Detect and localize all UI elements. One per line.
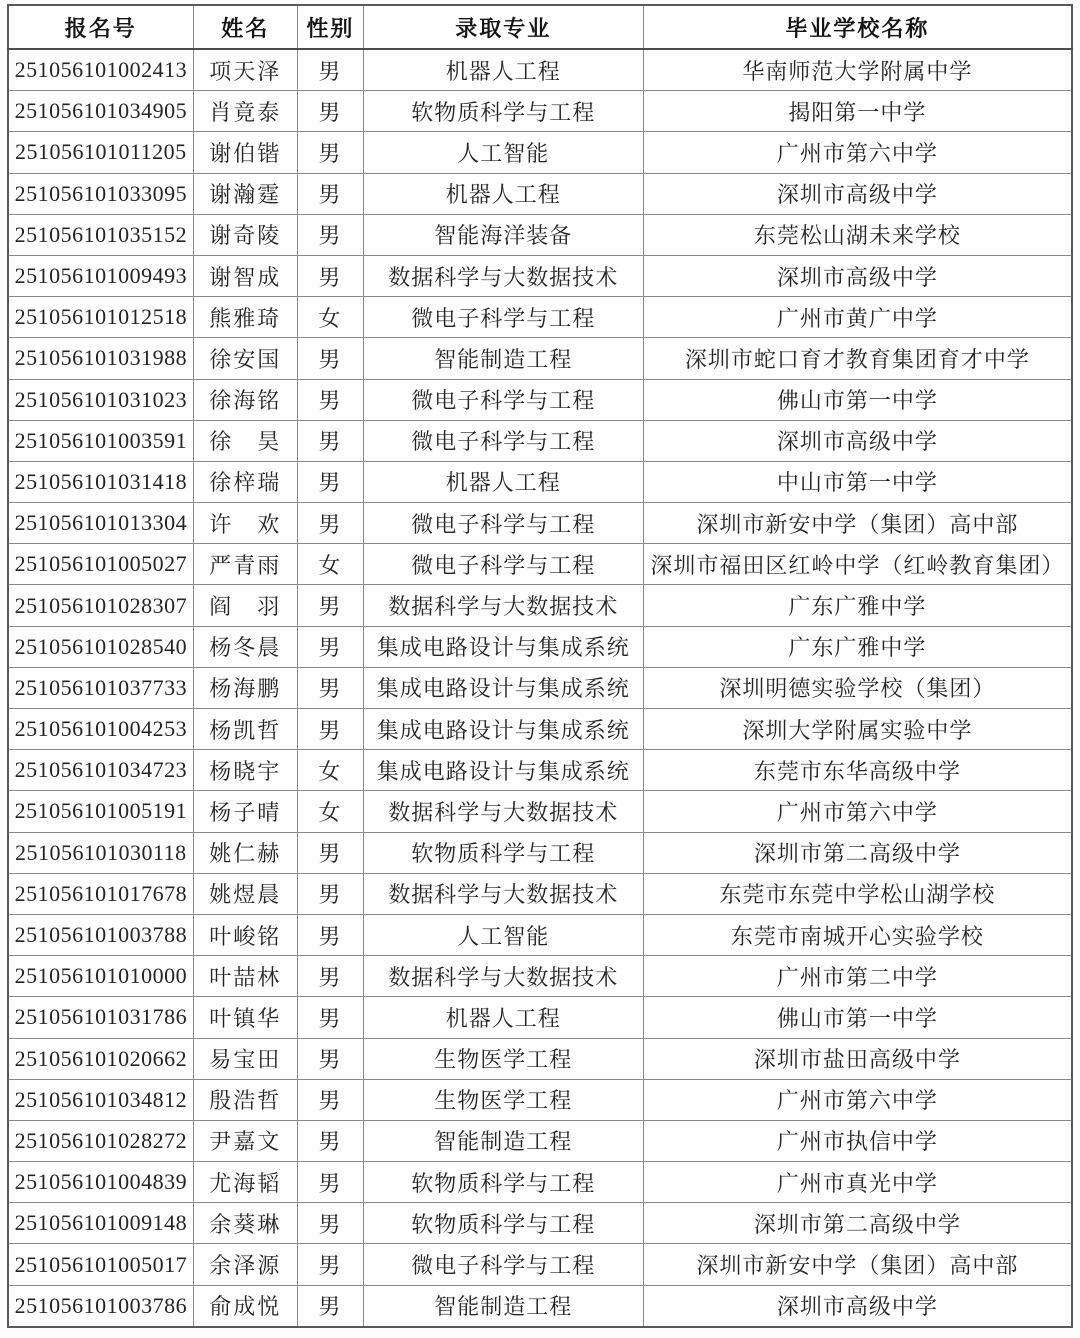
school-cell: 广东广雅中学 <box>643 585 1072 626</box>
school-cell: 深圳市新安中学（集团）高中部 <box>643 503 1072 544</box>
reg-no-cell: 251056101030118 <box>8 832 193 873</box>
major-cell: 微电子科学与工程 <box>363 503 643 544</box>
name-cell: 严青雨 <box>193 544 297 585</box>
major-cell: 微电子科学与工程 <box>363 544 643 585</box>
school-cell: 东莞市南城开心实验学校 <box>643 914 1072 955</box>
table-row <box>8 873 1072 914</box>
name-cell: 项天泽 <box>193 49 297 91</box>
table-row <box>8 956 1072 997</box>
reg-no-cell: 251056101017678 <box>8 873 193 914</box>
gender-cell: 男 <box>297 173 363 214</box>
school-cell: 深圳市盐田高级中学 <box>643 1038 1072 1079</box>
major-cell: 集成电路设计与集成系统 <box>363 750 643 791</box>
gender-cell: 男 <box>297 997 363 1038</box>
name-cell: 姚煜晨 <box>193 873 297 914</box>
major-cell: 智能制造工程 <box>363 1120 643 1161</box>
table-row <box>8 297 1072 338</box>
name-cell: 易宝田 <box>193 1038 297 1079</box>
gender-cell: 男 <box>297 1120 363 1161</box>
header-name: 姓名 <box>193 5 297 49</box>
school-cell: 深圳市高级中学 <box>643 255 1072 296</box>
reg-no-cell: 251056101003591 <box>8 420 193 461</box>
name-cell: 徐海铭 <box>193 379 297 420</box>
table-row <box>8 461 1072 502</box>
gender-cell: 男 <box>297 1203 363 1244</box>
header-row <box>8 5 1072 49</box>
header-major: 录取专业 <box>363 5 643 49</box>
header-gender: 性别 <box>297 5 363 49</box>
major-cell: 软物质科学与工程 <box>363 91 643 132</box>
name-cell: 徐 昊 <box>193 420 297 461</box>
table-row <box>8 667 1072 708</box>
name-cell: 杨子晴 <box>193 791 297 832</box>
major-cell: 机器人工程 <box>363 173 643 214</box>
name-cell: 叶喆林 <box>193 956 297 997</box>
table-row <box>8 750 1072 791</box>
major-cell: 机器人工程 <box>363 49 643 91</box>
admission-table <box>7 4 1073 1328</box>
gender-cell: 男 <box>297 832 363 873</box>
school-cell: 中山市第一中学 <box>643 461 1072 502</box>
gender-cell: 男 <box>297 1244 363 1285</box>
name-cell: 阎 羽 <box>193 585 297 626</box>
table-row <box>8 1244 1072 1285</box>
gender-cell: 女 <box>297 791 363 832</box>
table-row <box>8 791 1072 832</box>
name-cell: 谢智成 <box>193 255 297 296</box>
name-cell: 余泽源 <box>193 1244 297 1285</box>
gender-cell: 男 <box>297 1162 363 1203</box>
name-cell: 叶镇华 <box>193 997 297 1038</box>
gender-cell: 男 <box>297 626 363 667</box>
gender-cell: 男 <box>297 255 363 296</box>
table-row <box>8 1079 1072 1120</box>
name-cell: 谢奇陵 <box>193 214 297 255</box>
school-cell: 深圳市第二高级中学 <box>643 832 1072 873</box>
gender-cell: 男 <box>297 338 363 379</box>
table-row <box>8 997 1072 1038</box>
school-cell: 广州市执信中学 <box>643 1120 1072 1161</box>
gender-cell: 男 <box>297 585 363 626</box>
table-row <box>8 1038 1072 1079</box>
gender-cell: 女 <box>297 750 363 791</box>
school-cell: 佛山市第一中学 <box>643 379 1072 420</box>
school-cell: 广州市第六中学 <box>643 791 1072 832</box>
name-cell: 姚仁赫 <box>193 832 297 873</box>
gender-cell: 男 <box>297 49 363 91</box>
gender-cell: 男 <box>297 461 363 502</box>
school-cell: 广州市第二中学 <box>643 956 1072 997</box>
name-cell: 杨冬晨 <box>193 626 297 667</box>
major-cell: 集成电路设计与集成系统 <box>363 667 643 708</box>
gender-cell: 男 <box>297 709 363 750</box>
school-cell: 广州市真光中学 <box>643 1162 1072 1203</box>
major-cell: 机器人工程 <box>363 997 643 1038</box>
school-cell: 深圳市高级中学 <box>643 173 1072 214</box>
reg-no-cell: 251056101005027 <box>8 544 193 585</box>
major-cell: 机器人工程 <box>363 461 643 502</box>
reg-no-cell: 251056101005017 <box>8 1244 193 1285</box>
name-cell: 徐梓瑞 <box>193 461 297 502</box>
reg-no-cell: 251056101028540 <box>8 626 193 667</box>
gender-cell: 男 <box>297 956 363 997</box>
table-row <box>8 544 1072 585</box>
reg-no-cell: 251056101020662 <box>8 1038 193 1079</box>
reg-no-cell: 251056101013304 <box>8 503 193 544</box>
major-cell: 数据科学与大数据技术 <box>363 791 643 832</box>
school-cell: 深圳市第二高级中学 <box>643 1203 1072 1244</box>
gender-cell: 男 <box>297 420 363 461</box>
reg-no-cell: 251056101005191 <box>8 791 193 832</box>
school-cell: 东莞松山湖未来学校 <box>643 214 1072 255</box>
table-row <box>8 709 1072 750</box>
reg-no-cell: 251056101004253 <box>8 709 193 750</box>
table-row <box>8 338 1072 379</box>
reg-no-cell: 251056101031418 <box>8 461 193 502</box>
gender-cell: 男 <box>297 503 363 544</box>
name-cell: 谢瀚霆 <box>193 173 297 214</box>
reg-no-cell: 251056101010000 <box>8 956 193 997</box>
reg-no-cell: 251056101031023 <box>8 379 193 420</box>
table-row <box>8 585 1072 626</box>
gender-cell: 女 <box>297 297 363 338</box>
reg-no-cell: 251056101003786 <box>8 1285 193 1327</box>
major-cell: 软物质科学与工程 <box>363 832 643 873</box>
major-cell: 智能制造工程 <box>363 338 643 379</box>
table-row <box>8 91 1072 132</box>
reg-no-cell: 251056101003788 <box>8 914 193 955</box>
major-cell: 智能海洋装备 <box>363 214 643 255</box>
table-row <box>8 49 1072 91</box>
gender-cell: 男 <box>297 667 363 708</box>
reg-no-cell: 251056101035152 <box>8 214 193 255</box>
gender-cell: 女 <box>297 544 363 585</box>
gender-cell: 男 <box>297 379 363 420</box>
table-row <box>8 914 1072 955</box>
reg-no-cell: 251056101002413 <box>8 49 193 91</box>
reg-no-cell: 251056101034905 <box>8 91 193 132</box>
gender-cell: 男 <box>297 214 363 255</box>
name-cell: 叶峻铭 <box>193 914 297 955</box>
table-row <box>8 255 1072 296</box>
table-row <box>8 1203 1072 1244</box>
major-cell: 微电子科学与工程 <box>363 297 643 338</box>
major-cell: 集成电路设计与集成系统 <box>363 626 643 667</box>
school-cell: 佛山市第一中学 <box>643 997 1072 1038</box>
reg-no-cell: 251056101037733 <box>8 667 193 708</box>
header-school: 毕业学校名称 <box>643 5 1072 49</box>
name-cell: 肖竟泰 <box>193 91 297 132</box>
major-cell: 数据科学与大数据技术 <box>363 873 643 914</box>
major-cell: 数据科学与大数据技术 <box>363 255 643 296</box>
reg-no-cell: 251056101031988 <box>8 338 193 379</box>
table-row <box>8 1120 1072 1161</box>
table-row <box>8 832 1072 873</box>
major-cell: 软物质科学与工程 <box>363 1203 643 1244</box>
gender-cell: 男 <box>297 132 363 173</box>
reg-no-cell: 251056101028272 <box>8 1120 193 1161</box>
school-cell: 华南师范大学附属中学 <box>643 49 1072 91</box>
table-row <box>8 503 1072 544</box>
name-cell: 尤海韬 <box>193 1162 297 1203</box>
major-cell: 微电子科学与工程 <box>363 420 643 461</box>
table-body <box>8 49 1072 1327</box>
reg-no-cell: 251056101012518 <box>8 297 193 338</box>
reg-no-cell: 251056101004839 <box>8 1162 193 1203</box>
major-cell: 人工智能 <box>363 132 643 173</box>
school-cell: 东莞市东莞中学松山湖学校 <box>643 873 1072 914</box>
name-cell: 杨凯哲 <box>193 709 297 750</box>
name-cell: 杨海鹏 <box>193 667 297 708</box>
name-cell: 俞成悦 <box>193 1285 297 1327</box>
reg-no-cell: 251056101011205 <box>8 132 193 173</box>
school-cell: 深圳市新安中学（集团）高中部 <box>643 1244 1072 1285</box>
gender-cell: 男 <box>297 873 363 914</box>
school-cell: 揭阳第一中学 <box>643 91 1072 132</box>
major-cell: 数据科学与大数据技术 <box>363 956 643 997</box>
school-cell: 深圳市蛇口育才教育集团育才中学 <box>643 338 1072 379</box>
table-row <box>8 379 1072 420</box>
major-cell: 生物医学工程 <box>363 1079 643 1120</box>
major-cell: 智能制造工程 <box>363 1285 643 1327</box>
reg-no-cell: 251056101034723 <box>8 750 193 791</box>
table-row <box>8 173 1072 214</box>
gender-cell: 男 <box>297 1038 363 1079</box>
reg-no-cell: 251056101009493 <box>8 255 193 296</box>
school-cell: 广州市黄广中学 <box>643 297 1072 338</box>
school-cell: 深圳市高级中学 <box>643 420 1072 461</box>
table-row <box>8 1285 1072 1327</box>
major-cell: 软物质科学与工程 <box>363 1162 643 1203</box>
table-row <box>8 626 1072 667</box>
name-cell: 杨晓宇 <box>193 750 297 791</box>
school-cell: 深圳市高级中学 <box>643 1285 1072 1327</box>
name-cell: 余葵琳 <box>193 1203 297 1244</box>
reg-no-cell: 251056101033095 <box>8 173 193 214</box>
school-cell: 东莞市东华高级中学 <box>643 750 1072 791</box>
reg-no-cell: 251056101034812 <box>8 1079 193 1120</box>
major-cell: 生物医学工程 <box>363 1038 643 1079</box>
reg-no-cell: 251056101009148 <box>8 1203 193 1244</box>
reg-no-cell: 251056101031786 <box>8 997 193 1038</box>
gender-cell: 男 <box>297 1285 363 1327</box>
school-cell: 深圳市福田区红岭中学（红岭教育集团） <box>643 544 1072 585</box>
major-cell: 数据科学与大数据技术 <box>363 585 643 626</box>
major-cell: 微电子科学与工程 <box>363 379 643 420</box>
gender-cell: 男 <box>297 91 363 132</box>
header-reg-no: 报名号 <box>8 5 193 49</box>
major-cell: 集成电路设计与集成系统 <box>363 709 643 750</box>
name-cell: 谢伯锴 <box>193 132 297 173</box>
name-cell: 徐安国 <box>193 338 297 379</box>
school-cell: 深圳明德实验学校（集团） <box>643 667 1072 708</box>
table-row <box>8 214 1072 255</box>
school-cell: 深圳大学附属实验中学 <box>643 709 1072 750</box>
major-cell: 人工智能 <box>363 914 643 955</box>
major-cell: 微电子科学与工程 <box>363 1244 643 1285</box>
name-cell: 熊雅琦 <box>193 297 297 338</box>
name-cell: 尹嘉文 <box>193 1120 297 1161</box>
name-cell: 许 欢 <box>193 503 297 544</box>
school-cell: 广州市第六中学 <box>643 1079 1072 1120</box>
reg-no-cell: 251056101028307 <box>8 585 193 626</box>
table-row <box>8 132 1072 173</box>
name-cell: 殷浩哲 <box>193 1079 297 1120</box>
table-row <box>8 420 1072 461</box>
gender-cell: 男 <box>297 1079 363 1120</box>
school-cell: 广东广雅中学 <box>643 626 1072 667</box>
table-row <box>8 1162 1072 1203</box>
gender-cell: 男 <box>297 914 363 955</box>
school-cell: 广州市第六中学 <box>643 132 1072 173</box>
